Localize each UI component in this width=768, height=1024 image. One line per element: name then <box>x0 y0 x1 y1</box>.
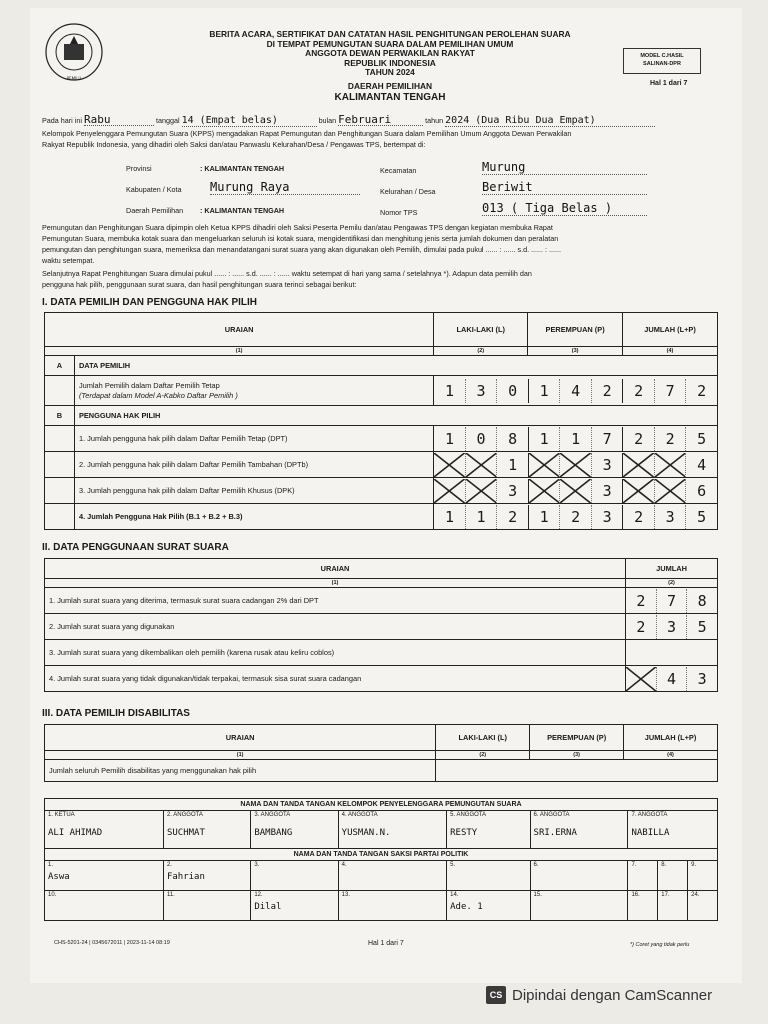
signature-label: 7. <box>631 862 637 868</box>
daerah-value: : KALIMANTAN TENGAH <box>200 206 285 215</box>
signature-cell <box>447 861 530 891</box>
process-paragraph-1: Pemungutan dan Penghitungan Suara dipimpin oleh Ketua KPPS dihadiri oleh Saksi Peserta Pemilu dan/atau Pengawas TPS dengan kegiatan membuka Rapat <box>42 223 553 232</box>
section-3-title: III. DATA PEMILIH DISABILITAS <box>42 708 190 719</box>
digit-cell: 5 <box>685 505 717 529</box>
signature-label: 9. <box>691 862 697 868</box>
tahun-value: 2024 (Dua Ribu Dua Empat) <box>445 115 655 127</box>
section-a-title: DATA PEMILIH <box>74 356 717 376</box>
hari-value: Rabu <box>84 114 154 126</box>
digit-cell: 1 <box>528 379 560 403</box>
section-1-title: I. DATA PEMILIH DAN PENGGUNA HAK PILIH <box>42 297 257 308</box>
signature-name: Dilal <box>254 902 282 912</box>
saksi-row-2 <box>45 891 718 921</box>
process-paragraph-6: pengguna hak pilih, penggunaan surat suara, dan hasil penghitungan suara terinci sebagai berikut: <box>42 280 357 289</box>
signature-cell <box>658 891 688 921</box>
digit-cell: 2 <box>622 427 654 451</box>
signature-cell <box>338 891 446 921</box>
signature-label: 24. <box>691 892 700 898</box>
digit-cell: 0 <box>496 379 528 403</box>
col-laki: LAKI-LAKI (L) <box>436 725 530 751</box>
digit-cell: 3 <box>654 505 686 529</box>
col-uraian: URAIAN <box>45 559 626 579</box>
signature-name: NABILLA <box>631 828 670 838</box>
ballot-row-4-digits <box>626 667 717 691</box>
kpu-logo <box>44 22 104 84</box>
svg-text:PEMILU: PEMILU <box>66 76 82 81</box>
kecamatan-value: Murung <box>482 160 647 175</box>
col-num-2: (2) <box>626 579 718 588</box>
kecamatan-label: Kecamatan <box>380 166 417 175</box>
digit-cell: 2 <box>622 505 654 529</box>
digit-cell: 2 <box>654 427 686 451</box>
digit-cell: 2 <box>591 379 623 403</box>
signature-label: 4. ANGGOTA <box>341 812 378 818</box>
col-jumlah: JUMLAH <box>626 559 718 579</box>
digit-cell: 4 <box>559 379 591 403</box>
signature-cell <box>45 861 164 891</box>
signature-cell <box>338 861 446 891</box>
signature-label: 3. <box>254 862 260 868</box>
header-line2: DI TEMPAT PEMUNGUTAN SUARA DALAM PEMILIHAN UMUM <box>266 38 514 49</box>
signature-cell <box>688 861 718 891</box>
ballot-usage-table <box>44 558 718 692</box>
col-num-4: (4) <box>624 751 718 760</box>
digit-cell: 8 <box>496 427 528 451</box>
signature-cell <box>658 861 688 891</box>
digit-cell: 3 <box>496 479 528 503</box>
signature-cell <box>163 811 250 849</box>
col-jumlah: JUMLAH (L+P) <box>624 725 718 751</box>
b1-label: 1. Jumlah pengguna hak pilih dalam Daftar Pemilih Tetap (DPT) <box>74 426 433 452</box>
col-uraian: URAIAN <box>45 725 436 751</box>
digit-cell <box>622 479 654 503</box>
process-paragraph-2: Pemungutan Suara, membuka kotak suara dan mengeluarkan seluruh isi kotak suara, mengidentifikasi dan menghitung jenis serta jumlah dokumen dan peralatan <box>42 234 559 243</box>
b1-digits <box>434 427 717 451</box>
ballot-row-1-digits <box>626 589 717 613</box>
kelurahan-label: Kelurahan / Desa <box>380 187 436 196</box>
footer-code: CHS-5201-24 | 0345672011 | 2023-11-14 08:19 <box>54 940 170 946</box>
signature-label: 6. ANGGOTA <box>533 812 570 818</box>
signature-label: 1. KETUA <box>48 812 75 818</box>
a-row-label: Jumlah Pemilih dalam Daftar Pemilih Tetap <box>78 380 220 390</box>
b2-label: 2. Jumlah pengguna hak pilih dalam Daftar Pemilih Tambahan (DPTb) <box>74 452 433 478</box>
signature-label: 4. <box>341 862 347 868</box>
model-line2: SALINAN-DPR <box>643 61 681 67</box>
digit-cell <box>622 453 654 477</box>
signature-cell <box>628 861 658 891</box>
tanggal-value: 14 (Empat belas) <box>182 115 317 127</box>
section-2-title: II. DATA PENGGUNAAN SURAT SUARA <box>42 542 229 553</box>
bulan-label: bulan <box>318 116 337 125</box>
signature-label: 5. <box>450 862 456 868</box>
camscanner-text: Dipindai dengan CamScanner <box>512 986 713 1004</box>
digit-cell: 3 <box>591 479 623 503</box>
signature-table <box>44 798 718 921</box>
signature-cell <box>447 891 530 921</box>
col-num-1: (1) <box>45 751 436 760</box>
b3-digits <box>434 479 717 503</box>
signature-label: 17. <box>661 892 670 898</box>
signature-cell <box>688 891 718 921</box>
signature-label: 5. ANGGOTA <box>450 812 487 818</box>
digit-cell: 2 <box>496 505 528 529</box>
process-paragraph-3: pemungutan dan penghitungan suara, memeriksa dan menandatangani surat suara yang akan digunakan oleh Pemilih, dimulai pada pukul ...... : ...... s.d. ...... : ...... <box>42 245 562 254</box>
signature-label: 6. <box>533 862 539 868</box>
digit-cell: 3 <box>591 453 623 477</box>
tahun-label: tahun <box>425 116 444 125</box>
digit-cell: 5 <box>685 427 717 451</box>
ballot-row-2-digits <box>626 615 717 639</box>
signature-label: 7. ANGGOTA <box>631 812 668 818</box>
digit-cell: 3 <box>686 667 717 691</box>
area-label: DAERAH PEMILIHAN <box>347 80 433 91</box>
signature-name: RESTY <box>450 828 478 838</box>
page-indicator: Hal 1 dari 7 <box>650 80 688 87</box>
signature-cell <box>628 891 658 921</box>
kpps-title: NAMA DAN TANDA TANGAN KELOMPOK PENYELENGGARA PEMUNGUTAN SUARA <box>45 799 718 811</box>
col-num-2: (2) <box>434 347 528 356</box>
signature-label: 2. ANGGOTA <box>166 812 203 818</box>
date-line <box>42 114 732 127</box>
signature-label: 16. <box>631 892 640 898</box>
digit-cell: 2 <box>559 505 591 529</box>
intro-paragraph-2: Rakyat Republik Indonesia, yang dihadiri oleh Saksi dan/atau Panwaslu Kelurahan/Desa / Pengawas TPS, bertempat di: <box>42 140 426 149</box>
kabupaten-value: Murung Raya <box>210 180 360 195</box>
a-digits <box>434 376 718 406</box>
signature-cell <box>338 811 446 849</box>
col-perempuan: PEREMPUAN (P) <box>530 725 624 751</box>
signature-label: 14. <box>450 892 459 898</box>
digit-cell: 3 <box>465 379 497 403</box>
digit-cell: 1 <box>496 453 528 477</box>
digit-cell: 1 <box>445 507 455 526</box>
a-row-sublabel: (Terdapat dalam Model A-Kabko Daftar Pemilih ) <box>78 390 238 400</box>
signature-cell <box>163 891 250 921</box>
digit-cell: 1 <box>445 381 455 400</box>
signature-name: Ade. 1 <box>450 902 483 912</box>
digit-cell: 3 <box>656 615 687 639</box>
signature-label: 13. <box>341 892 351 898</box>
signature-label: 15. <box>533 892 542 898</box>
signature-label: 2. <box>166 862 172 868</box>
tanggal-label: tanggal <box>155 116 180 125</box>
digit-cell <box>528 453 560 477</box>
col-num-4: (4) <box>623 347 718 356</box>
camscanner-watermark <box>486 986 712 1004</box>
signature-label: 12. <box>254 892 263 898</box>
digit-cell: 6 <box>685 479 717 503</box>
col-uraian: URAIAN <box>45 313 434 347</box>
spacer-cell <box>45 478 75 504</box>
signature-name: YUSMAN.N. <box>341 828 391 838</box>
ballot-row-1-label: 1. Jumlah surat suara yang diterima, termasuk surat suara cadangan 2% dari DPT <box>45 588 626 614</box>
digit-cell: 0 <box>465 427 497 451</box>
signature-label: 10. <box>48 892 57 898</box>
digit-cell <box>654 479 686 503</box>
digit-cell: 2 <box>685 379 717 403</box>
digit-cell <box>626 667 656 691</box>
section-b-title: PENGGUNA HAK PILIH <box>74 406 717 426</box>
signature-label: 8. <box>661 862 667 868</box>
signature-cell <box>530 891 628 921</box>
digit-cell: 7 <box>656 589 687 613</box>
footer-note: *) Coret yang tidak perlu <box>630 942 690 948</box>
digit-cell: 1 <box>445 429 455 448</box>
voter-data-table <box>44 312 718 530</box>
digit-cell <box>465 479 497 503</box>
kabupaten-label: Kabupaten / Kota <box>126 185 182 194</box>
digit-cell: 1 <box>559 427 591 451</box>
spacer-cell <box>45 504 75 530</box>
digit-cell: 8 <box>686 589 717 613</box>
document-header <box>180 30 600 104</box>
digit-cell: 1 <box>528 505 560 529</box>
kpps-signature-row <box>45 811 718 849</box>
signature-cell <box>530 861 628 891</box>
signature-name: Fahrian <box>166 872 205 882</box>
ballot-row-4-label: 4. Jumlah surat suara yang tidak digunakan/tidak terpakai, termasuk sisa surat suara cadangan <box>45 666 626 692</box>
digit-cell <box>434 479 465 503</box>
digit-cell <box>654 453 686 477</box>
camscanner-icon: CS <box>486 986 506 1004</box>
signature-name: SRI.ERNA <box>533 828 577 838</box>
signature-cell <box>251 861 338 891</box>
digit-cell: 1 <box>465 505 497 529</box>
spacer-cell <box>45 452 75 478</box>
digit-cell: 3 <box>591 505 623 529</box>
section-a-letter: A <box>45 356 75 376</box>
pada-hari-label: Pada hari ini <box>42 116 82 125</box>
signature-cell <box>45 891 164 921</box>
signature-cell <box>628 811 718 849</box>
daerah-label: Daerah Pemilihan <box>126 206 184 215</box>
ballot-row-2-label: 2. Jumlah surat suara yang digunakan <box>45 614 626 640</box>
header-line1: BERITA ACARA, SERTIFIKAT DAN CATATAN HASIL PENGHITUNGAN PEROLEHAN SUARA <box>209 29 571 39</box>
saksi-row-1 <box>45 861 718 891</box>
signature-name: ALI AHIMAD <box>48 828 103 838</box>
provinsi-label: Provinsi <box>126 164 152 173</box>
digit-cell: 5 <box>686 615 717 639</box>
header-line5: TAHUN 2024 <box>365 67 415 78</box>
signature-label: 11. <box>166 892 175 898</box>
digit-group <box>434 379 717 403</box>
signature-name: SUCHMAT <box>166 828 205 838</box>
signature-cell <box>530 811 628 849</box>
signature-cell <box>447 811 530 849</box>
signature-cell <box>251 891 338 921</box>
signature-cell <box>45 811 164 849</box>
header-line3: ANGGOTA DEWAN PERWAKILAN RAKYAT <box>305 48 475 59</box>
b2-digits <box>434 453 717 477</box>
digit-cell <box>434 453 465 477</box>
digit-cell: 7 <box>591 427 623 451</box>
model-line1: MODEL C.HASIL <box>640 53 684 59</box>
signature-label: 3. ANGGOTA <box>254 812 291 818</box>
digit-cell <box>465 453 497 477</box>
saksi-title: NAMA DAN TANDA TANGAN SAKSI PARTAI POLITIK <box>45 849 718 861</box>
footer-page: Hal 1 dari 7 <box>368 940 404 947</box>
section-b-letter: B <box>45 406 75 426</box>
bulan-value: Februari <box>338 114 423 126</box>
provinsi-value: : KALIMANTAN TENGAH <box>200 164 285 173</box>
document-page <box>30 8 742 983</box>
digit-cell: 1 <box>528 427 560 451</box>
col-num-3: (3) <box>530 751 624 760</box>
signature-cell <box>251 811 338 849</box>
signature-name: BAMBANG <box>254 828 293 838</box>
spacer-cell <box>45 426 75 452</box>
intro-paragraph-1: Kelompok Penyelenggara Pemungutan Suara (KPPS) mengadakan Rapat Pemungutan dan Penghitungan Suara dalam Pemilihan Umum Anggota Dewan Perwakilan <box>42 129 572 138</box>
spacer-cell <box>45 376 75 406</box>
b3-label: 3. Jumlah pengguna hak pilih dalam Daftar Pemilih Khusus (DPK) <box>74 478 433 504</box>
col-perempuan: PEREMPUAN (P) <box>528 313 623 347</box>
signature-name: Aswa <box>48 872 70 882</box>
tps-value: 013 ( Tiga Belas ) <box>482 201 647 216</box>
ballot-row-3-label: 3. Jumlah surat suara yang dikembalikan oleh pemilih (karena rusak atau keliru coblos) <box>45 640 626 666</box>
col-num-1: (1) <box>45 347 434 356</box>
digit-cell: 2 <box>636 591 646 610</box>
col-num-1: (1) <box>45 579 626 588</box>
disability-row-label: Jumlah seluruh Pemilih disabilitas yang menggunakan hak pilih <box>45 760 436 782</box>
digit-cell: 4 <box>685 453 717 477</box>
col-jumlah: JUMLAH (L+P) <box>623 313 718 347</box>
tps-label: Nomor TPS <box>380 208 418 217</box>
col-laki: LAKI-LAKI (L) <box>434 313 528 347</box>
area-name: KALIMANTAN TENGAH <box>334 91 446 103</box>
signature-label: 1. <box>48 862 54 868</box>
col-num-2: (2) <box>436 751 530 760</box>
kelurahan-value: Beriwit <box>482 180 647 195</box>
digit-cell <box>559 479 591 503</box>
digit-cell <box>528 479 560 503</box>
header-line4: REPUBLIK INDONESIA <box>344 57 436 68</box>
digit-cell: 2 <box>636 617 646 636</box>
digit-cell: 4 <box>656 667 687 691</box>
disability-table <box>44 724 718 782</box>
model-box <box>623 48 701 74</box>
b4-label: 4. Jumlah Pengguna Hak Pilih (B.1 + B.2 + B.3) <box>74 504 433 530</box>
digit-cell <box>559 453 591 477</box>
digit-cell: 7 <box>654 379 686 403</box>
signature-cell <box>163 861 250 891</box>
b4-digits <box>434 505 717 529</box>
digit-cell: 2 <box>622 379 654 403</box>
col-num-3: (3) <box>528 347 623 356</box>
process-paragraph-4: waktu setempat. <box>42 256 95 265</box>
process-paragraph-5: Selanjutnya Rapat Penghitungan Suara dimulai pukul ...... : ...... s.d. ...... : ...... waktu setempat di hari yang sama / setelahnya *). Adapun data pemilih dan <box>42 269 532 278</box>
